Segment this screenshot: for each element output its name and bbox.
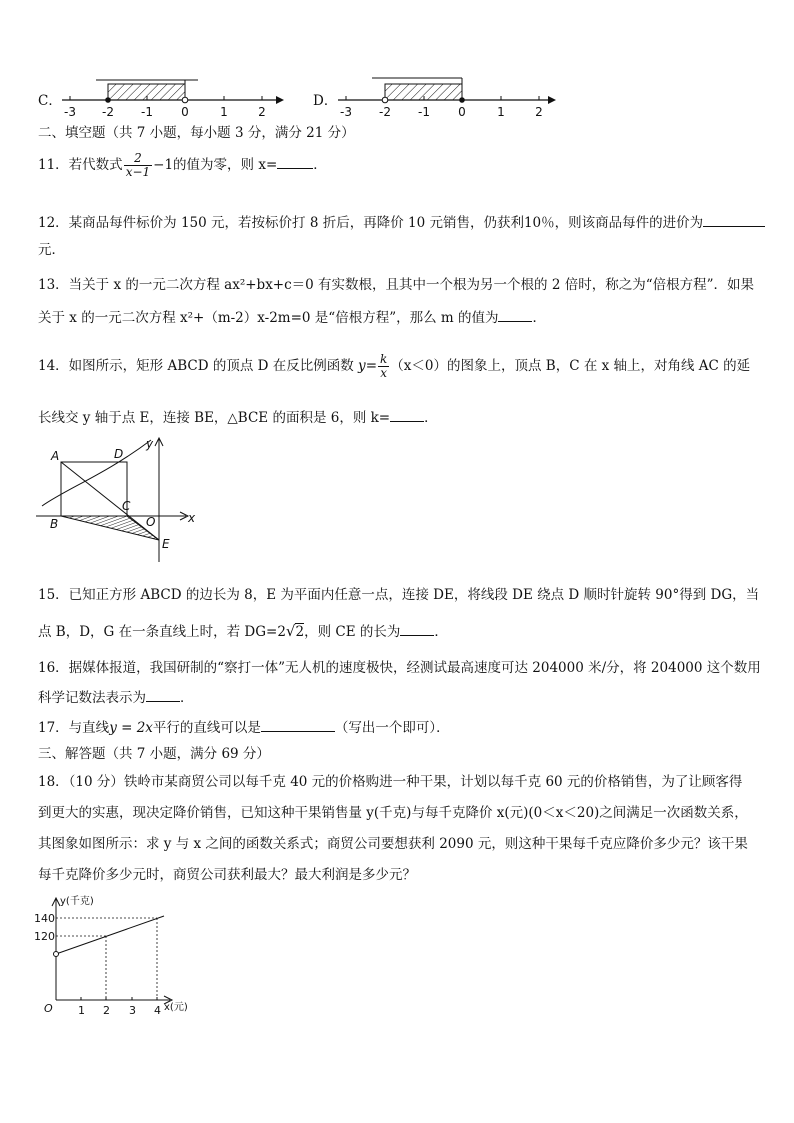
question-14-line1 (38, 353, 750, 380)
tick-label: 1 (497, 105, 505, 119)
q14-text: 长线交 y 轴于点 E，连接 BE，△BCE 的面积是 6，则 k= (38, 410, 391, 426)
q18-graph (30, 892, 210, 1024)
open-endpoint (54, 952, 59, 957)
tick-label: 0 (458, 105, 466, 119)
tick-label: 2 (535, 105, 543, 119)
tick-label: -3 (340, 105, 352, 119)
q14-denominator: x (378, 366, 389, 380)
tick-label: -1 (418, 105, 430, 119)
option-c-number-line (58, 74, 288, 124)
q17-end: （写出一个即可）． (334, 720, 450, 736)
question-18-line3: 其图象如图所示：求 y 与 x 之间的函数关系式；商贸公司要想获利 2090 元，则这种干果每千克应降价多少元？该干果 (38, 836, 748, 852)
question-12-line1 (38, 211, 765, 231)
tick-label: 1 (220, 105, 228, 119)
q11-answer-blank[interactable] (277, 156, 313, 169)
tick-label: -2 (102, 105, 114, 119)
q14-eq: = (365, 358, 377, 374)
q15-end: ． (434, 624, 448, 640)
option-c-label: C． (38, 93, 62, 109)
q12-text: 12．某商品每件标价为 150 元，若按标价打 8 折后，再降价 10 元销售，仍获利10％，则该商品每件的进价为 (38, 215, 704, 231)
question-15-line2 (38, 620, 448, 640)
tick-label: 0 (181, 105, 189, 119)
solid-dot-0 (459, 97, 465, 103)
q13-text: 关于 x 的一元二次方程 x²+（m-2）x-2m=0 是“倍根方程”，那么 m 的值为 (38, 310, 499, 326)
tick-label: -3 (64, 105, 76, 119)
q16-answer-blank[interactable] (146, 689, 180, 702)
q12-answer-blank[interactable] (703, 214, 765, 227)
question-15-line1: 15．已知正方形 ABCD 的边长为 8，E 为平面内任意一点，连接 DE，将线段 DE 绕点 D 顺时针旋转 90°得到 DG，当 (38, 587, 760, 603)
x-tick-label: 2 (103, 1004, 110, 1017)
tick-label: -1 (141, 105, 153, 119)
question-11 (38, 152, 327, 179)
q14-numerator: k (380, 352, 388, 366)
q14-prefix: 14．如图所示，矩形 ABCD 的顶点 D 在反比例函数 (38, 358, 354, 374)
question-14-line2 (38, 406, 438, 426)
q14-func-y: y (358, 358, 366, 374)
q11-tail: −1的值为零，则 x= (153, 157, 278, 173)
q11-numerator: 2 (134, 151, 142, 165)
open-dot-minus2 (382, 97, 388, 103)
q15-text-a: 点 B，D，G 在一条直线上时，若 DG=2 (38, 624, 286, 640)
q11-end: ． (313, 157, 327, 173)
q11-prefix: 11．若代数式 (38, 157, 123, 173)
x-tick-label: 4 (154, 1004, 161, 1017)
q11-fraction (124, 152, 152, 179)
question-16-line1: 16．据媒体报道，我国研制的“察打一体”无人机的速度极快，经测试最高速度可达 204000 米/分，将 204000 这个数用 (38, 660, 761, 676)
point-label-o: O (146, 515, 156, 529)
q15-text-b: ，则 CE 的长为 (304, 624, 401, 640)
section3-title: 三、解答题（共 7 小题，满分 69 分） (38, 746, 270, 762)
option-d-label: D． (313, 93, 338, 109)
q14-answer-blank[interactable] (390, 409, 424, 422)
question-18-line1: 18．（10 分）铁岭市某商贸公司以每千克 40 元的价格购进一种干果，计划以每千克 60 元的价格销售，为了让顾客得 (38, 774, 743, 790)
q17-function: y = 2x (109, 720, 153, 736)
q16-end: ． (180, 690, 194, 706)
tick-label: 2 (258, 105, 266, 119)
q17-prefix: 17．与直线 (38, 720, 110, 736)
origin-label: O (44, 1002, 53, 1015)
y-axis-label: y(千克) (60, 896, 94, 907)
x-tick-label: 1 (78, 1004, 85, 1017)
point-label-b: B (50, 517, 59, 531)
y-tick-label: 140 (34, 912, 55, 925)
sqrt-symbol: √ (285, 622, 296, 640)
question-18-line2: 到更大的实惠，现决定降价销售，已知这种干果销售量 y(千克)与每千克降价 x(元)(0＜x＜20)之间满足一次函数关系， (38, 805, 748, 821)
point-label-d: D (114, 447, 124, 461)
question-12-line2: 元． (38, 242, 65, 258)
question-13-line2 (38, 306, 546, 326)
q16-text: 科学记数法表示为 (38, 690, 146, 706)
point-label-a: A (51, 449, 60, 463)
section2-title: 二、填空题（共 7 小题，每小题 3 分，满分 21 分） (38, 125, 355, 141)
solid-dot-minus2 (105, 97, 111, 103)
question-17 (38, 716, 450, 736)
x-tick-label: 3 (129, 1004, 136, 1017)
q15-answer-blank[interactable] (400, 623, 434, 636)
q13-answer-blank[interactable] (498, 309, 532, 322)
option-d-number-line (334, 74, 564, 124)
q14-fraction (378, 353, 389, 380)
axis-label-x: x (188, 511, 196, 525)
q14-condition: （x＜0）的图象上，顶点 B，C 在 x 轴上，对角线 AC 的延 (390, 358, 751, 374)
q14-figure (36, 434, 201, 566)
point-label-c: C (122, 499, 131, 513)
q17-mid: 平行的直线可以是 (152, 720, 261, 736)
q13-end: ． (532, 310, 546, 326)
x-axis-label: x(元) (164, 1002, 188, 1013)
y-tick-label: 120 (34, 930, 55, 943)
point-label-e: E (162, 537, 170, 551)
question-16-line2 (38, 686, 194, 706)
question-18-line4: 每千克降价多少元时，商贸公司获利最大？最大利润是多少元？ (38, 867, 416, 883)
q17-answer-blank[interactable] (261, 719, 335, 732)
q15-sqrt-value: 2 (295, 624, 305, 640)
open-dot-0 (182, 97, 188, 103)
question-13-line1: 13．当关于 x 的一元二次方程 ax²+bx+c＝0 有实数根，且其中一个根为另一个根的 2 倍时，称之为“倍根方程”．如果 (38, 277, 755, 293)
q14-end: ． (424, 410, 438, 426)
tick-label: -2 (379, 105, 391, 119)
q11-denominator: x−1 (125, 165, 151, 179)
axis-label-y: y (146, 437, 154, 451)
